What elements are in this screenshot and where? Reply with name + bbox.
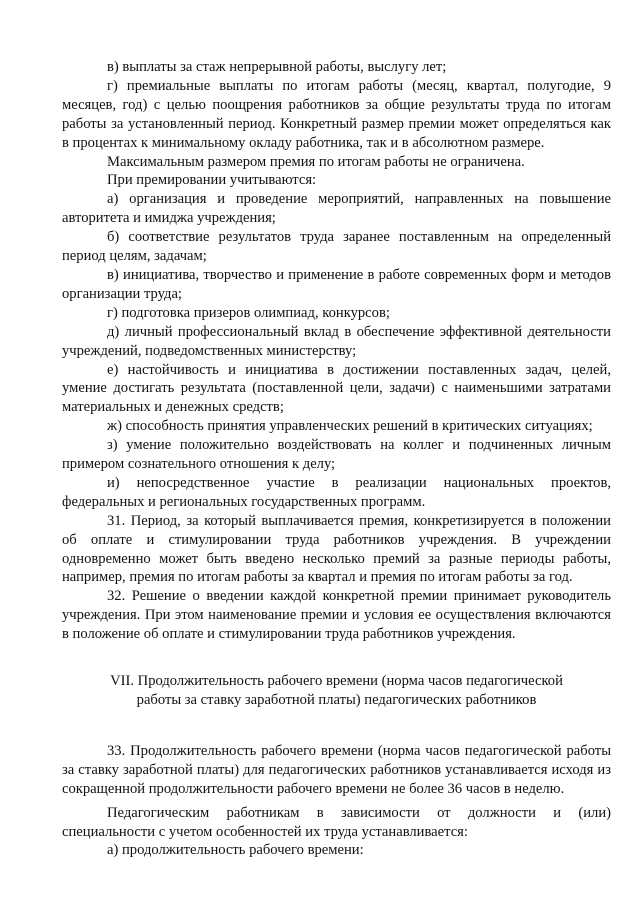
paragraph-item-g-bonus: г) премиальные выплаты по итогам работы (месяц, квартал, полугодие, 9 месяцев, год) с целью поощрения работников за общие результаты труда по итогам работы за установленный период. Конкретный размер премии может определяться как в процентах к минимальному окладу работника, так и в абсолютном размере. xyxy=(62,77,611,151)
criteria-item-b: б) соответствие результатов труда заранее поставленным на определенный период целям, задачам; xyxy=(62,229,611,265)
criteria-item-v: в) инициатива, творчество и применение в работе современных форм и методов организации труда; xyxy=(62,266,611,302)
paragraph-bonus-max: Максимальным размером премия по итогам работы не ограничена. xyxy=(107,153,525,170)
criteria-item-zh: ж) способность принятия управленческих решений в критических ситуациях; xyxy=(107,418,593,435)
clause-32: 32. Решение о введении каждой конкретной премии принимает руководитель учреждения. При этом наименование премии и условия ее осуществления включаются в положение об оплате и стимулировании труда работников учреждения. xyxy=(62,588,611,643)
section-heading-vii: VII. Продолжительность рабочего времени (норма часов педагогической работы за ставку заработной платы) педагогических работников xyxy=(110,673,563,708)
criteria-item-z: з) умение положительно воздействовать на коллег и подчиненных личным примером сознательного отношения к делу; xyxy=(62,437,611,473)
paragraph-item-a-working-time: а) продолжительность рабочего времени: xyxy=(107,842,364,859)
paragraph-bonus-criteria-intro: При премировании учитываются: xyxy=(107,172,317,189)
document-page xyxy=(62,58,611,860)
criteria-item-g: г) подготовка призеров олимпиад, конкурсов; xyxy=(107,304,390,321)
criteria-item-e: е) настойчивость и инициатива в достижении поставленных задач, целей, умение достигать результата (поставленной цели, задачи) с наименьшими затратами материальных и денежных средств; xyxy=(62,361,611,416)
criteria-item-a: а) организация и проведение мероприятий, направленных на повышение авторитета и имиджа учреждения; xyxy=(62,191,611,227)
clause-31: 31. Период, за который выплачивается премия, конкретизируется в положении об оплате и стимулировании труда работников учреждения. В учреждении одновременно может быть введено несколько премий за разные периоды работы, например, премия по итогам работы за квартал и премия по итогам работы за год. xyxy=(62,512,611,586)
clause-33: 33. Продолжительность рабочего времени (норма часов педагогической работы за ставку заработной платы) для педагогических работников устанавливается исходя из сокращенной продолжительности рабочего времени не более 36 часов в неделю. xyxy=(62,742,611,797)
criteria-item-d: д) личный профессиональный вклад в обеспечение эффективной деятельности учреждений, подведомственных министерству; xyxy=(62,323,611,359)
criteria-item-i: и) непосредственное участие в реализации национальных проектов, федеральных и региональных государственных программ. xyxy=(62,474,611,510)
paragraph-pedagogical-workers: Педагогическим работникам в зависимости от должности и (или) специальности с учетом особенностей их труда устанавливается: xyxy=(62,804,611,840)
paragraph-item-v-seniority: в) выплаты за стаж непрерывной работы, выслугу лет; xyxy=(107,59,447,75)
